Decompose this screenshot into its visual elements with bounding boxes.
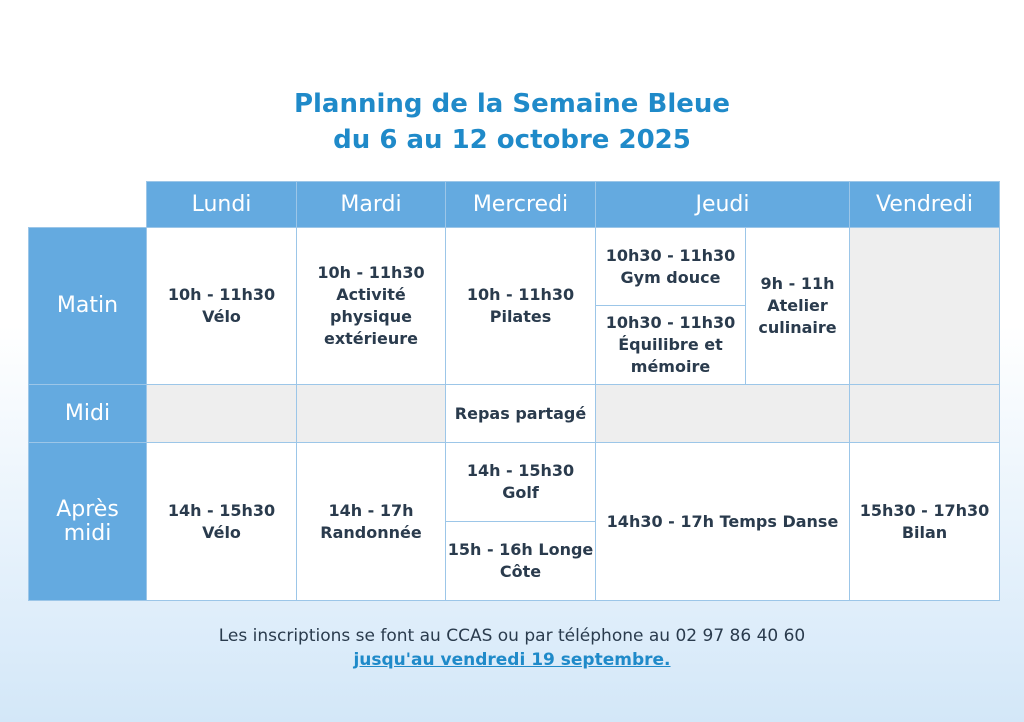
cell-matin-mercredi: 10h - 11h30 Pilates bbox=[446, 228, 596, 385]
cell-midi-jeudi bbox=[596, 385, 850, 443]
cell-matin-jeudi-atelier: 9h - 11h Atelier culinaire bbox=[746, 228, 850, 385]
period-midi: Midi bbox=[29, 385, 147, 443]
corner-cell bbox=[29, 182, 147, 228]
cell-apres-midi-lundi: 14h - 15h30 Vélo bbox=[147, 443, 297, 601]
cell-matin-mardi: 10h - 11h30 Activité physique extérieure bbox=[297, 228, 446, 385]
cell-midi-vendredi bbox=[850, 385, 1000, 443]
day-header-mercredi: Mercredi bbox=[446, 182, 596, 228]
cell-midi-mercredi: Repas partagé bbox=[446, 385, 596, 443]
day-header-vendredi: Vendredi bbox=[850, 182, 1000, 228]
cell-apres-midi-mardi: 14h - 17h Randonnée bbox=[297, 443, 446, 601]
day-header-jeudi: Jeudi bbox=[596, 182, 850, 228]
period-apres-midi: Après midi bbox=[29, 443, 147, 601]
schedule-table bbox=[28, 181, 1000, 601]
cell-apres-midi-vendredi: 15h30 - 17h30 Bilan bbox=[850, 443, 1000, 601]
footer-text: Les inscriptions se font au CCAS ou par téléphone au 02 97 86 40 60 bbox=[218, 626, 806, 646]
cell-midi-mardi bbox=[297, 385, 446, 443]
title-line-2: du 6 au 12 octobre 2025 bbox=[333, 125, 691, 155]
cell-midi-lundi bbox=[147, 385, 297, 443]
page-title bbox=[0, 86, 1024, 158]
cell-matin-vendredi bbox=[850, 228, 1000, 385]
registration-deadline-link[interactable]: jusqu'au vendredi 19 septembre. bbox=[353, 650, 671, 670]
period-matin: Matin bbox=[29, 228, 147, 385]
cell-apres-midi-mercredi-longe-cote: 15h - 16h Longe Côte bbox=[446, 522, 596, 601]
footer bbox=[0, 624, 1024, 672]
cell-matin-jeudi-equilibre: 10h30 - 11h30 Équilibre et mémoire bbox=[596, 306, 746, 385]
title-line-1: Planning de la Semaine Bleue bbox=[293, 89, 731, 119]
day-header-mardi: Mardi bbox=[297, 182, 446, 228]
day-header-lundi: Lundi bbox=[147, 182, 297, 228]
cell-matin-lundi: 10h - 11h30 Vélo bbox=[147, 228, 297, 385]
cell-apres-midi-jeudi: 14h30 - 17h Temps Danse bbox=[596, 443, 850, 601]
cell-matin-jeudi-gym: 10h30 - 11h30 Gym douce bbox=[596, 228, 746, 306]
cell-apres-midi-mercredi-golf: 14h - 15h30 Golf bbox=[446, 443, 596, 522]
